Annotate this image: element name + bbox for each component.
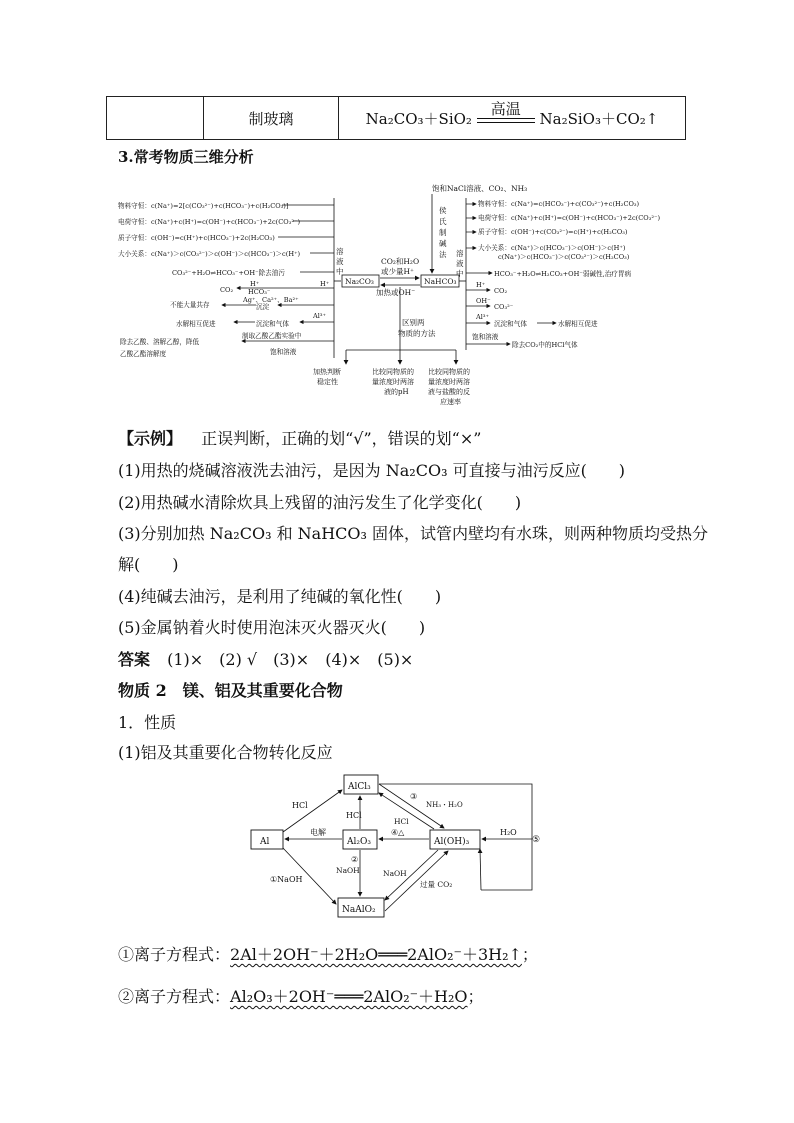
right-lower-sat: 饱和溶液 xyxy=(472,333,499,341)
naoh-1: ①NaOH xyxy=(270,875,303,884)
question-1: (1)用热的烧碱溶液洗去油污，是因为 Na₂CO₃ 可直接与油污反应( ) xyxy=(118,461,626,480)
equation-2-label: ②离子方程式： xyxy=(118,987,231,1006)
left-small-ions: Ag⁺、Ca²⁺、Ba²⁺ xyxy=(243,296,299,304)
houshi-4: 碱 xyxy=(439,239,447,248)
example-label: 【示例】 xyxy=(118,429,183,448)
properties-heading: 1．性质 xyxy=(118,713,177,732)
right-item-4: 大小关系：c(Na⁺)＞c(HCO₃⁻)＞c(OH⁻)＞c(H⁺) xyxy=(478,244,626,252)
question-3b: 解( ) xyxy=(118,555,179,574)
al-transform-heading: (1)铝及其重要化合物转化反应 xyxy=(118,743,333,762)
answer-label: 答案 xyxy=(118,650,151,669)
equation-2-text: Al₂O₃＋2OH⁻═══2AlO₂⁻＋H₂O xyxy=(230,987,468,1006)
houshi-2: 氏 xyxy=(439,217,447,226)
left-small-h1: H⁺ xyxy=(250,280,260,288)
left-solution-3: 中 xyxy=(336,267,344,276)
left-item-1: 物料守恒：c(Na⁺)=2[c(CO₃²⁻)+c(HCO₃⁻)+c(H₂CO₃)] xyxy=(118,202,289,210)
method3-1: 比较同物质的 xyxy=(428,368,470,376)
naalo2-label: NaAlO₂ xyxy=(342,905,376,915)
example-header xyxy=(118,426,481,449)
method1-2: 稳定性 xyxy=(317,378,338,386)
excess-co2: 过量 CO₂ xyxy=(420,880,453,889)
method3-2: 量浓度时两溶 xyxy=(428,378,470,386)
equation-1-end: ； xyxy=(521,945,538,964)
hcl-3: HCl xyxy=(394,817,409,826)
h2o-label: H₂O xyxy=(500,828,517,837)
table-cell-use: 制玻璃 xyxy=(204,97,339,140)
right-solution-3: 中 xyxy=(456,269,464,278)
equation-left: Na₂CO₃＋SiO₂ xyxy=(365,109,472,128)
reaction-condition xyxy=(477,99,535,129)
method2-2: 量浓度时两溶 xyxy=(372,378,414,386)
left-solution-2: 液 xyxy=(336,257,344,266)
right-solution-1: 溶 xyxy=(456,249,464,258)
question-4: (4)纯碱去油污，是利用了纯碱的氧化性( ) xyxy=(118,587,442,606)
hcl-2: HCl xyxy=(346,811,362,820)
circ2-label: ② xyxy=(351,855,359,864)
aloh3-label: Al(OH)₃ xyxy=(434,837,470,847)
right-item-6: HCO₃⁻+H₂O⇌H₂CO₃+OH⁻弱碱性,治疗胃病 xyxy=(494,270,632,278)
right-lower-promote: 水解相互促进 xyxy=(558,320,598,328)
houshi-5: 法 xyxy=(439,250,447,259)
right-item-2: 电荷守恒：c(Na⁺)+c(H⁺)=c(OH⁻)+c(HCO₃⁻)+2c(CO₃²⁻) xyxy=(478,214,661,222)
circ5-label: ⑤ xyxy=(532,835,541,845)
little-h-label: 或少量H⁺ xyxy=(381,267,414,276)
electrolysis-label: 电解 xyxy=(310,828,326,837)
table-cell-equation xyxy=(339,97,686,140)
left-item-3: 质子守恒：c(OH⁻)=c(H⁺)+c(HCO₃⁻)+2c(H₂CO₃) xyxy=(118,234,275,242)
equation-2 xyxy=(118,984,484,1007)
equation-2-end: ； xyxy=(467,987,484,1006)
left-small-h2: H⁺ xyxy=(320,280,330,288)
right-lower-hcl: 除去CO₂中的HCl气体 xyxy=(512,341,578,349)
equation-1-text: 2Al＋2OH⁻＋2H₂O═══2AlO₂⁻＋3H₂↑ xyxy=(230,945,522,964)
left-item-5: CO₃²⁻+H₂O⇌HCO₃⁻+OH⁻除去油污 xyxy=(172,269,285,277)
right-lower-al: Al³⁺ xyxy=(476,313,489,321)
table-cell-blank xyxy=(107,97,204,140)
carbonate-diagram xyxy=(110,178,685,413)
condition-text: 高温 xyxy=(490,99,521,118)
question-2: (2)用热碱水清除炊具上残留的油污发生了化学变化( ) xyxy=(118,493,522,512)
section-mg-al-title: 物质 2 镁、铝及其重要化合物 xyxy=(118,681,343,700)
equation-right: Na₂SiO₃＋CO₂↑ xyxy=(539,109,659,128)
top-table xyxy=(106,96,686,140)
left-lower-7: 制取乙酸乙酯实验中 xyxy=(242,332,302,340)
left-solution-1: 溶 xyxy=(336,247,344,256)
al-label: Al xyxy=(260,837,270,847)
method2-1: 比较同物质的 xyxy=(372,368,414,376)
alcl3-label: AlCl₃ xyxy=(348,782,371,792)
heat-oh-label: 加热或OH⁻ xyxy=(376,288,416,297)
section-title-3: 3.常考物质三维分析 xyxy=(118,148,254,166)
method3-3: 液与盐酸的反 xyxy=(428,388,470,396)
circ3-label: ③ xyxy=(410,792,418,801)
left-lower-5: 除去乙酸、溶解乙醇，降低 xyxy=(120,338,200,346)
right-lower-gas: 沉淀和气体 xyxy=(494,320,527,328)
right-lower-h: H⁺ xyxy=(476,281,486,289)
hcl-1: HCl xyxy=(292,801,308,810)
co2-h2o-label: CO₂和H₂O xyxy=(381,257,420,266)
left-lower-4: 沉淀和气体 xyxy=(256,320,289,328)
aluminium-diagram xyxy=(248,770,548,922)
naoh-2: NaOH xyxy=(336,866,360,875)
equation-1 xyxy=(118,942,538,965)
distinguish-2: 物质的方法 xyxy=(398,329,436,338)
question-3a: (3)分别加热 Na₂CO₃ 和 NaHCO₃ 固体，试管内壁均有水珠，则两种物质均受热分 xyxy=(118,524,709,543)
left-lower-6: 乙酸乙酯溶解度 xyxy=(120,350,167,358)
left-small-hco3: HCO₃⁻ xyxy=(248,288,271,296)
right-solution-2: 液 xyxy=(456,259,464,268)
question-5: (5)金属钠着火时使用泡沫灭火器灭火( ) xyxy=(118,618,426,637)
left-item-2: 电荷守恒：c(Na⁺)+c(H⁺)=c(OH⁻)+c(HCO₃⁻)+2c(CO₃²⁻) xyxy=(118,218,301,226)
na2co3-label: Na₂CO₃ xyxy=(345,277,374,286)
right-item-1: 物料守恒：c(Na⁺)=c(HCO₃⁻)+c(CO₃²⁻)+c(H₂CO₃) xyxy=(478,200,640,208)
answer-line xyxy=(118,647,413,670)
method1-1: 加热判断 xyxy=(313,368,341,376)
equation-1-label: ①离子方程式： xyxy=(118,945,231,964)
houshi-1: 侯 xyxy=(439,206,447,215)
left-item-4: 大小关系：c(Na⁺)＞c(CO₃²⁻)＞c(OH⁻)＞c(HCO₃⁻)＞c(H⁺) xyxy=(118,250,301,258)
circ4-label: ④△ xyxy=(391,828,405,837)
distinguish-1: 区别两 xyxy=(402,318,425,327)
left-lower-2: 沉淀 xyxy=(256,303,270,311)
answer-text: (1)× (2) √ (3)× (4)× (5)× xyxy=(167,650,414,669)
right-lower-co3: CO₃²⁻ xyxy=(494,303,514,311)
houshi-3: 制 xyxy=(439,228,447,237)
right-item-5: c(Na⁺)＞c(HCO₃⁻)＞c(CO₃²⁻)＞c(H₂CO₃) xyxy=(498,253,630,261)
top-source-text: 饱和NaCl溶液、CO₂、NH₃ xyxy=(432,184,528,193)
example-prompt: 正误判断，正确的划“√”，错误的划“×” xyxy=(201,429,482,448)
right-lower-oh: OH⁻ xyxy=(476,297,491,305)
left-small-co2: CO₂ xyxy=(220,286,234,294)
nh3-label: NH₃・H₂O xyxy=(426,801,463,809)
method3-4: 应速率 xyxy=(440,398,461,406)
method2-3: 液的pH xyxy=(384,388,409,396)
naoh-3: NaOH xyxy=(383,869,407,878)
left-lower-1: 不能大量共存 xyxy=(170,301,210,309)
al2o3-label: Al₂O₃ xyxy=(347,837,371,847)
left-lower-3: 水解相互促进 xyxy=(176,320,216,328)
nahco3-label: NaHCO₃ xyxy=(424,277,457,286)
right-lower-co2: CO₂ xyxy=(494,287,508,295)
left-small-al: Al³⁺ xyxy=(313,312,326,320)
left-lower-8: 饱和溶液 xyxy=(270,348,297,356)
right-item-3: 质子守恒：c(OH⁻)+c(CO₃²⁻)=c(H⁺)+c(H₂CO₃) xyxy=(478,228,628,236)
